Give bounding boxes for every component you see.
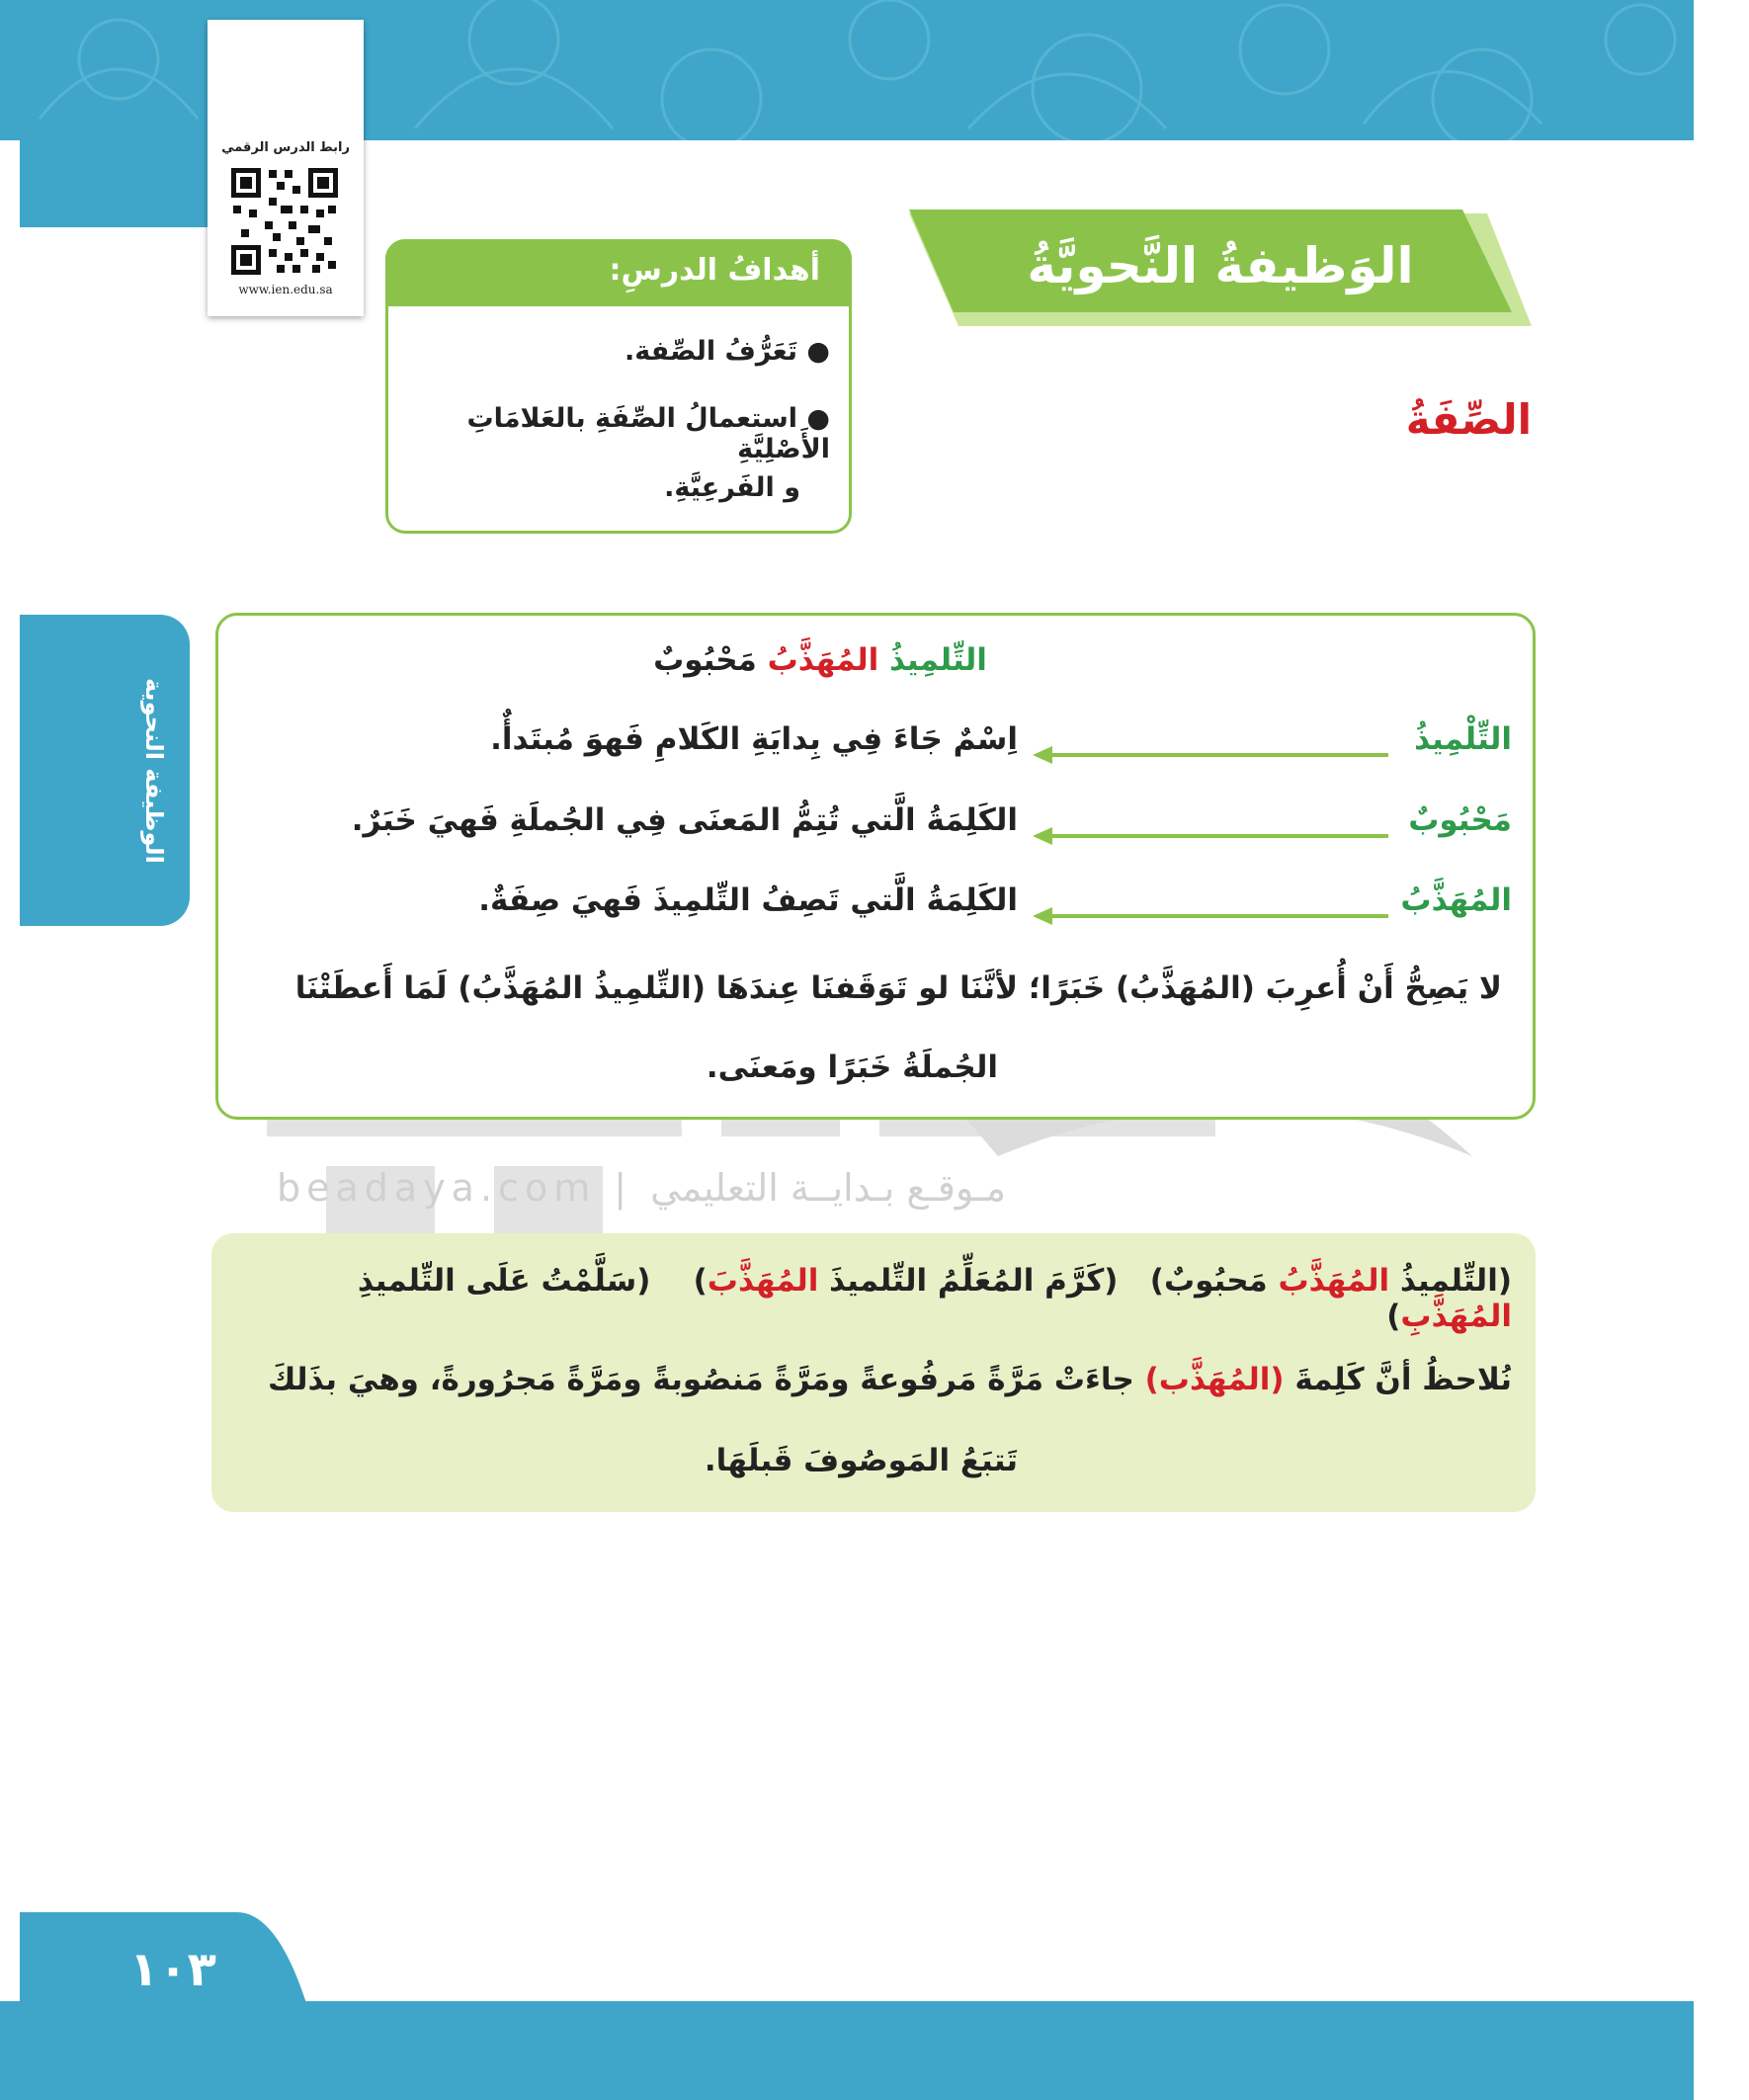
arrow-left-icon xyxy=(1033,904,1398,928)
explanation-text: الكَلِمَةُ الَّتي تُتِمُّ المَعنَى فِي الجُملَةِ فَهيَ خَبَرٌ. xyxy=(351,802,1018,838)
summary-conclusion: تَتبَعُ المَوصُوفَ قَبلَهَا. xyxy=(704,1443,1018,1478)
page-number: ١٠٣ xyxy=(129,1942,216,1997)
explanation-text: الكَلِمَةُ الَّتي تَصِفُ التِّلمِيذَ فَهيَ صِفَةٌ. xyxy=(478,882,1018,918)
arrow-left-icon xyxy=(1033,743,1398,767)
side-tab-label: الوظيفة النحوية xyxy=(140,678,168,864)
note-text-continued: الجُملَةُ خَبَرًا ومَعنَى. xyxy=(706,1050,998,1085)
explanation-text: اِسْمٌ جَاءَ فِي بِدايَةِ الكَلامِ فَهوَ مُبتَدأٌ. xyxy=(490,721,1018,757)
term-label: مَحْبُوبٌ xyxy=(1408,802,1512,838)
objective-item: ● تَعَرُّفُ الصِّفة. xyxy=(625,336,830,367)
page-title: الوَظيفةُ النَّحويَّةُ xyxy=(1027,237,1414,294)
summary-examples: (التِّلميذُ المُهَذَّبُ مَحبُوبٌ) (كَرَّمَ المُعَلِّمُ التِّلميذَ المُهَذَّبَ) (سَلَّمْتُ عَلَى التِّلميذِ المُهَذَّبِ) xyxy=(357,1263,1512,1334)
bullet-icon: ● xyxy=(797,403,830,434)
lesson-topic: الصِّفَةُ xyxy=(1405,395,1532,444)
qr-card[interactable] xyxy=(208,20,364,316)
example-box xyxy=(215,613,1536,1120)
qr-code-icon[interactable] xyxy=(229,166,340,277)
objective-item-continued: و الفَرعِيَّةِ. xyxy=(664,472,800,503)
qr-label: رابط الدرس الرقمي xyxy=(221,140,350,155)
bullet-icon: ● xyxy=(797,336,830,367)
qr-url[interactable]: www.ien.edu.sa xyxy=(238,283,333,296)
term-label: التِّلْمِيذُ xyxy=(1414,721,1512,757)
objective-item: ● استعمالُ الصِّفَةِ بالعَلامَاتِ الأَصْلِيَّةِ xyxy=(466,403,830,464)
objectives-title: أهدافُ الدرسِ: xyxy=(609,253,820,288)
footer-band xyxy=(0,2001,1694,2100)
arrow-left-icon xyxy=(1033,824,1398,848)
example-word-predicate: مَحْبُوبٌ xyxy=(653,642,757,678)
note-text: لا يَصِحُّ أَنْ أُعرِبَ (المُهَذَّبُ) خَبَرًا؛ لأنَّنَا لو تَوَقَفنَا عِندَهَا (التِّلمِيذُ المُهَذَّبُ) لَمَا أَعطَتْنَا xyxy=(294,970,1502,1006)
watermark-text: beadaya.com | مـوقـع بـدايــة التعليمي xyxy=(277,1166,1007,1210)
term-label: المُهَذَّبُ xyxy=(1400,882,1512,918)
example-sentence xyxy=(593,642,1047,678)
example-word-subject: التِّلمِيذُ xyxy=(889,642,987,678)
summary-observation: نُلاحظُ أنَّ كَلِمةَ (المُهَذَّب) جاءَتْ مَرَّةً مَرفُوعةً ومَرَّةً مَنصُوبةً ومَرَّةً مَجرُورةً، وهيَ بذَلكَ xyxy=(267,1362,1512,1397)
example-word-adjective: المُهَذَّبُ xyxy=(767,642,879,678)
